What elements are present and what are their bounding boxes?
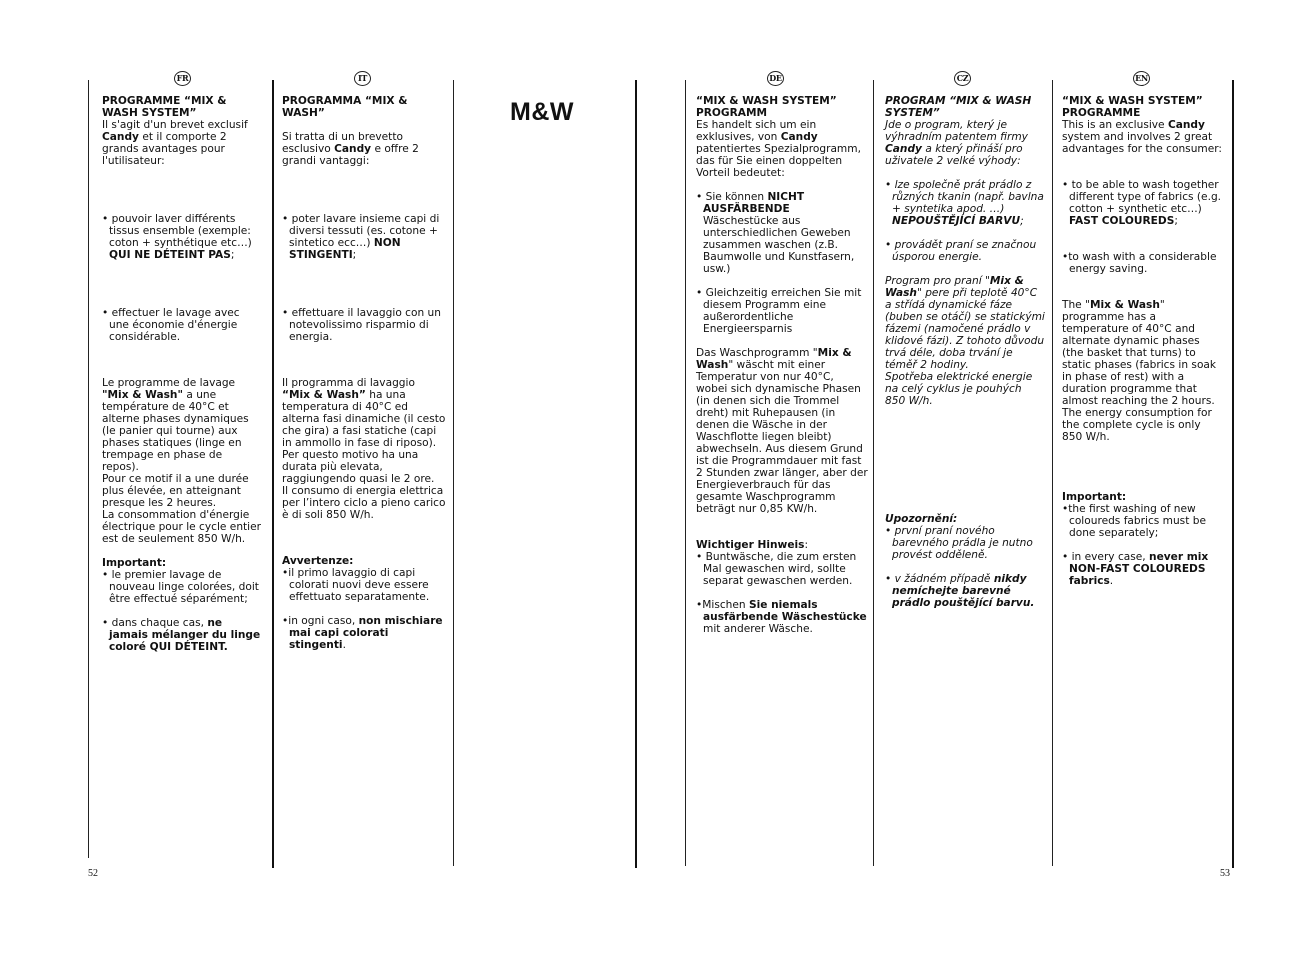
bullet-item: • effectuer le lavage avec une économie d'énergie considérable.: [102, 307, 240, 343]
column-de: [696, 95, 868, 635]
body-paragraph: Pour ce motif il a une durée plus élevée, en atteignant presque les 2 heures.: [102, 473, 249, 509]
section-title: PROGRAMMA “MIX & WASH”: [282, 95, 408, 119]
bullet-item: • první praní nového barevného prádla je nutno provést odděleně.: [885, 525, 1033, 561]
section-title: PROGRAMME “MIX & WASH SYSTEM”: [102, 95, 227, 119]
column-rule: [1232, 80, 1234, 868]
intro-paragraph: Si tratta di un brevetto esclusivo Candy e offre 2 grandi vantaggi:: [282, 131, 419, 167]
bullet-item: •to wash with a considerable energy saving.: [1062, 251, 1217, 275]
body-paragraph: The "Mix & Wash" programme has a temperature of 40°C and alternate dynamic phases (the basket that turns) to static phases (fabrics in soak in phase of rest) with a duration programme that almost reaching the 2 hours. The energy consumption for the complete cycle is only 850 W/h.: [1062, 299, 1217, 443]
column-rule: [685, 80, 686, 866]
bullet-item: • lze společně prát prádlo z různých tkanin (např. bavlna + syntetika apod. …) NEPOUŠTĚJÍCÍ BARVU;: [885, 179, 1044, 227]
language-badge-en: EN: [1133, 71, 1150, 86]
bullet-item: • Buntwäsche, die zum ersten Mal gewaschen wird, sollte separat gewaschen werden.: [696, 551, 857, 587]
bullet-item: •the first washing of new coloureds fabrics must be done separately;: [1062, 503, 1206, 539]
important-heading: Wichtiger Hinweis:: [696, 539, 809, 551]
bullet-item: • pouvoir laver différents tissus ensemble (exemple: coton + synthétique etc…) QUI NE DÉTEINT PAS;: [102, 213, 252, 261]
column-rule: [88, 80, 89, 858]
bullet-item: • Gleichzeitig erreichen Sie mit diesem Programm eine außerordentliche Energieersparnis: [696, 287, 862, 335]
important-heading: Upozornění:: [885, 513, 958, 525]
body-paragraph: Il consumo di energia elettrica per l’intero ciclo a pieno carico è di soli 850 W/h.: [282, 485, 446, 521]
column-rule: [873, 80, 874, 866]
section-title: “MIX & WASH SYSTEM” PROGRAMM: [696, 95, 837, 119]
language-badge-de: DE: [767, 71, 784, 86]
bullet-item: • to be able to wash together different type of fabrics (e.g. cotton + synthetic etc…) FAST COLOUREDS;: [1062, 179, 1222, 227]
section-title: PROGRAM “MIX & WASH SYSTEM”: [885, 95, 1032, 119]
section-title: “MIX & WASH SYSTEM” PROGRAMME: [1062, 95, 1203, 119]
bullet-item: •in ogni caso, non mischiare mai capi colorati stingenti.: [282, 615, 443, 651]
column-rule: [1052, 80, 1053, 866]
intro-paragraph: Es handelt sich um ein exklusives, von Candy patentiertes Spezialprogramm, das für Sie einen doppelten Vorteil bedeutet:: [696, 119, 861, 179]
bullet-item: •Mischen Sie niemals ausfärbende Wäschestücke mit anderer Wäsche.: [696, 599, 867, 635]
intro-paragraph: Il s'agit d'un brevet exclusif Candy et il comporte 2 grands avantages pour l'utilisateur:: [102, 119, 248, 167]
bullet-item: • in every case, never mix NON-FAST COLOUREDS fabrics.: [1062, 551, 1209, 587]
column-rule: [635, 80, 637, 868]
body-paragraph: Le programme de lavage "Mix & Wash" a une température de 40°C et alterne phases dynamiques (le panier qui tourne) aux phases statiques (linge en trempage en phase de repos).: [102, 377, 249, 473]
important-heading: Avvertenze:: [282, 555, 354, 567]
intro-paragraph: This is an exclusive Candy system and involves 2 great advantages for the consumer:: [1062, 119, 1222, 155]
column-fr: [102, 95, 262, 653]
language-badge-cz: CZ: [954, 71, 971, 86]
mw-logo: M&W: [510, 98, 574, 126]
bullet-item: • poter lavare insieme capi di diversi tessuti (es. cotone + sintetico ecc…) NON STINGENTI;: [282, 213, 440, 261]
bullet-item: • le premier lavage de nouveau linge colorées, doit être effectué séparément;: [102, 569, 259, 605]
column-rule: [272, 80, 274, 868]
column-en: [1062, 95, 1224, 587]
body-paragraph: Il programma di lavaggio “Mix & Wash” ha una temperatura di 40°C ed alterna fasi dinamiche (il cesto che gira) a fasi statiche (capi in ammollo in fase di riposo). Per questo motivo ha una durata più elevata, raggiungendo quasi le 2 ore.: [282, 377, 446, 485]
important-heading: Important:: [102, 557, 167, 569]
column-rule: [453, 80, 454, 866]
page-number-left: 52: [88, 868, 98, 879]
body-paragraph: Spotřeba elektrické energie na celý cyklus je pouhých 850 W/h.: [885, 371, 1033, 407]
page-number-right: 53: [1220, 868, 1230, 879]
column-it: [282, 95, 446, 651]
bullet-item: • Sie können NICHT AUSFÄRBENDE Wäschestücke aus unterschiedlichen Geweben zusammen waschen (z.B. Baumwolle und Kunstfasern, usw.): [696, 191, 855, 275]
body-paragraph: Program pro praní "Mix & Wash" pere při teplotě 40°C a střídá dynamické fáze (buben se otáčí) se statickými fázemi (namočené prádlo v klidové fázi). Z tohoto důvodu trvá déle, doba trvání je téměř 2 hodiny.: [885, 275, 1045, 371]
language-badge-fr: FR: [174, 71, 191, 86]
important-heading: Important:: [1062, 491, 1127, 503]
body-paragraph: La consommation d'énergie électrique pour le cycle entier est de seulement 850 W/h.: [102, 509, 261, 545]
column-cz: [885, 95, 1045, 609]
bullet-item: • dans chaque cas, ne jamais mélanger du linge coloré QUI DÉTEINT.: [102, 617, 261, 653]
bullet-item: • provádět praní se značnou úsporou energie.: [885, 239, 1037, 263]
language-badge-it: IT: [354, 71, 371, 86]
bullet-item: • effettuare il lavaggio con un notevolissimo risparmio di energia.: [282, 307, 441, 343]
body-paragraph: Das Waschprogramm "Mix & Wash" wäscht mit einer Temperatur von nur 40°C, wobei sich dynamische Phasen (in denen sich die Trommel dreht) mit Ruhepausen (in denen die Wäsche in der Waschflotte liegen bleibt) abwechseln. Aus diesem Grund ist die Programmdauer mit fast 2 Stunden zwar länger, aber der Energieverbrauch für das gesamte Waschprogramm beträgt nur 0,85 KW/h.: [696, 347, 868, 515]
intro-paragraph: Jde o program, který je výhradním patentem firmy Candy a který přináší pro uživatele 2 velké výhody:: [885, 119, 1028, 167]
bullet-item: • v žádném případě nikdy nemíchejte barevné prádlo pouštějící barvu.: [885, 573, 1035, 609]
bullet-item: •il primo lavaggio di capi colorati nuovi deve essere effettuato separatamente.: [282, 567, 430, 603]
